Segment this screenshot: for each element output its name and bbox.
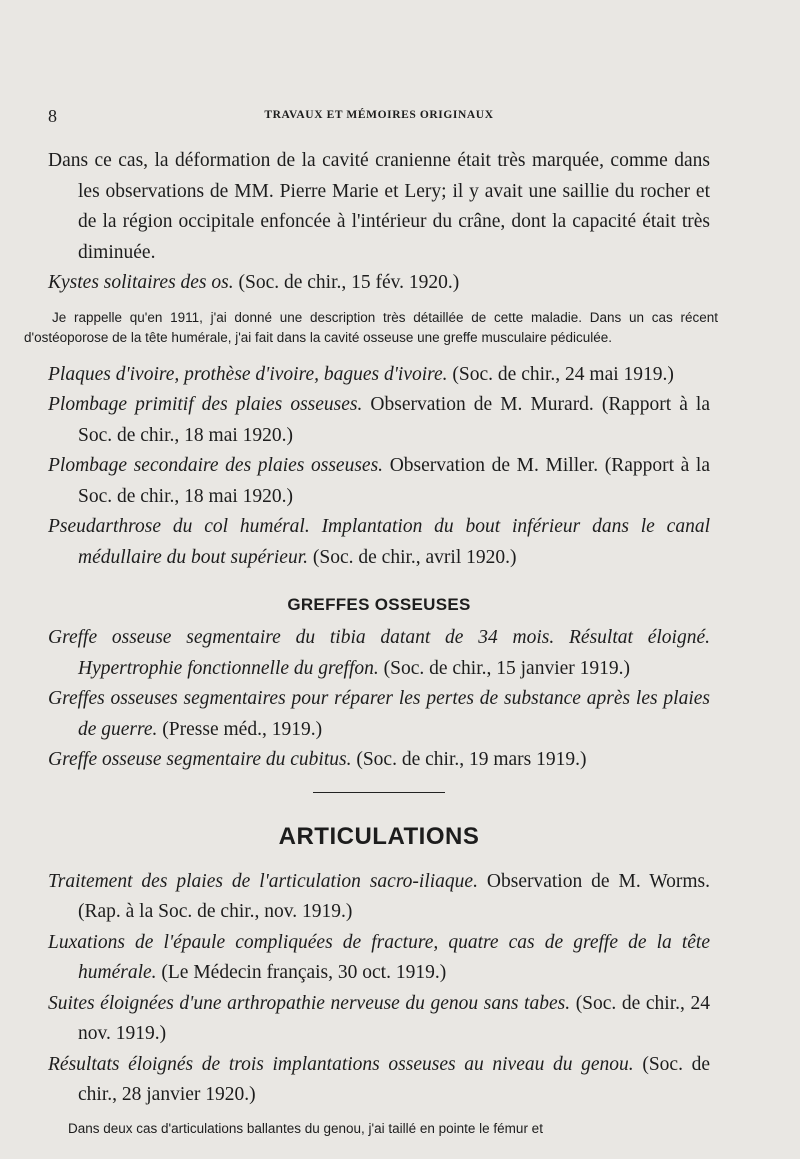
entry-title: Suites éloignées d'une arthropathie nerveuse du genou sans tabes.	[48, 992, 571, 1014]
entry-title: Greffe osseuse segmentaire du cubitus.	[48, 749, 352, 770]
entry-citation: (Soc. de chir., avril 1920.)	[308, 546, 517, 568]
entry-pseudarthrose	[48, 512, 710, 573]
note-paragraph: Je rappelle qu'en 1911, j'ai donné une description très détaillée de cette maladie. Dans un cas récent d'ostéoporose de la tête humérale, j'ai fait dans la cavité osseuse une greffe musculaire pédiculée.	[24, 309, 718, 345]
entry-title: Greffe osseuse segmentaire du tibia datant de 34 mois. Résultat éloigné. Hypertrophie fonctionnelle du greffon.	[48, 627, 710, 679]
entry-plaques	[48, 360, 710, 391]
entry-greffes-segmentaires	[48, 684, 710, 745]
entry-title: Kystes solitaires des os.	[48, 272, 234, 293]
entry-citation: (Soc. de chir., 24 nov. 1919.)	[78, 992, 710, 1044]
entry-implantations-genou	[48, 1050, 710, 1111]
entry-luxations-epaule	[48, 928, 710, 989]
page-body	[24, 146, 718, 1139]
entry-greffe-tibia	[48, 623, 710, 684]
page-number: 8	[48, 106, 57, 126]
entry-citation: Observation de M. Miller. (Rapport à la Soc. de chir., 18 mai 1920.)	[78, 455, 711, 507]
page-header	[48, 106, 710, 130]
entry-arthropathie	[48, 989, 710, 1050]
note-paragraph-articulations: Dans deux cas d'articulations ballantes du genou, j'ai taillé en pointe le fémur et	[68, 1120, 543, 1136]
entry-plombage-secondaire	[48, 451, 710, 512]
entry-citation: (Soc. de chir., 15 janvier 1919.)	[378, 657, 631, 679]
entry-citation: Observation de M. Worms. (Rap. à la Soc. de chir., nov. 1919.)	[78, 870, 710, 922]
entry-title: Plombage secondaire des plaies osseuses.	[48, 455, 384, 476]
entry-citation: (Soc. de chir., 24 mai 1919.)	[447, 363, 674, 385]
entry-kystes	[48, 268, 710, 299]
entry-title: Greffes osseuses segmentaires pour réparer les pertes de substance après les plaies de guerre.	[48, 688, 710, 740]
entry-citation: (Presse méd., 1919.)	[157, 718, 323, 740]
entry-title: Pseudarthrose du col huméral. Implantation du bout inférieur dans le canal médullaire du bout supérieur.	[48, 516, 710, 568]
entry-citation: (Soc. de chir., 19 mars 1919.)	[351, 749, 587, 770]
entry-citation: (Soc. de chir., 28 janvier 1920.)	[78, 1053, 711, 1105]
entry-greffe-cubitus	[48, 745, 710, 776]
entry-plombage-primitif	[48, 390, 710, 451]
section-heading-greffes: GREFFES OSSEUSES	[287, 595, 471, 614]
entry-title: Plombage primitif des plaies osseuses.	[48, 394, 363, 415]
entry-title: Traitement des plaies de l'articulation sacro-iliaque.	[48, 870, 478, 892]
entry-title: Luxations de l'épaule compliquées de fracture, quatre cas de greffe de la tête humérale.	[48, 931, 710, 983]
entry-title: Plaques d'ivoire, prothèse d'ivoire, bagues d'ivoire.	[48, 363, 448, 385]
intro-paragraph: Dans ce cas, la déformation de la cavité cranienne était très marquée, comme dans les observations de MM. Pierre Marie et Lery; il y avait une saillie du rocher et de la région occipitale enfoncée à l'intérieur du crâne, dont la capacité était très diminuée.	[48, 150, 710, 263]
running-title: TRAVAUX ET MÉMOIRES ORIGINAUX	[264, 109, 494, 121]
entry-sacro-iliaque	[48, 867, 710, 928]
entry-citation: Observation de M. Murard. (Rapport à la Soc. de chir., 18 mai 1920.)	[78, 394, 710, 446]
entry-citation: (Le Médecin français, 30 oct. 1919.)	[156, 962, 447, 983]
section-heading-articulations: ARTICULATIONS	[278, 822, 480, 850]
entry-title: Résultats éloignés de trois implantations osseuses au niveau du genou.	[48, 1053, 634, 1075]
entry-citation: (Soc. de chir., 15 fév. 1920.)	[233, 272, 460, 293]
